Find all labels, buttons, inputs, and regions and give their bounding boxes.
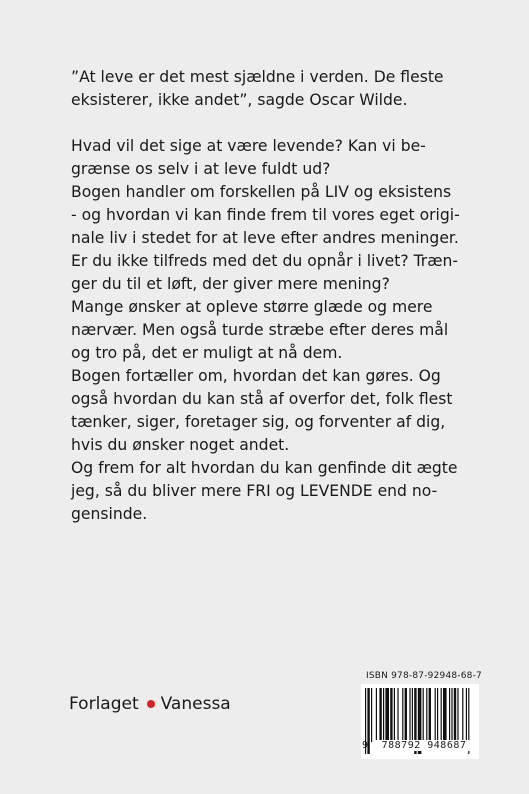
barcode-bar xyxy=(451,688,452,742)
text-line: Bogen handler om forskellen på LIV og eksistens xyxy=(71,183,452,201)
text-line: hvis du ønsker noget andet. xyxy=(71,436,290,454)
barcode-bar xyxy=(371,688,372,742)
barcode-bar xyxy=(457,688,458,742)
isbn-label: ISBN 978-87-92948-68-7 xyxy=(366,671,482,681)
red-dot-icon xyxy=(147,700,155,708)
barcode-first-digit: 9 xyxy=(362,740,369,751)
barcode-bar xyxy=(437,688,438,742)
quote-line: ”At leve er det mest sjældne i verden. De fleste xyxy=(71,68,444,86)
barcode-bar xyxy=(383,688,384,742)
barcode-bar xyxy=(462,688,463,742)
barcode-bar xyxy=(390,688,392,742)
barcode-bar xyxy=(405,688,407,742)
text-line: nærvær. Men også turde stræbe efter deres mål xyxy=(71,321,449,339)
barcode-bar xyxy=(409,688,410,742)
text-line: Hvad vil det sige at være levende? Kan vi be- xyxy=(71,137,426,155)
barcode-bar xyxy=(394,688,395,742)
publisher-name-right: Vanessa xyxy=(160,694,231,714)
text-line: ger du til et løft, der giver mere mening? xyxy=(71,275,390,293)
text-line: jeg, så du bliver mere FRI og LEVENDE end no- xyxy=(71,482,438,500)
barcode-bar xyxy=(385,688,389,742)
quote-line: eksisterer, ikke andet”, sagde Oscar Wilde. xyxy=(71,91,408,109)
barcode-bar xyxy=(423,688,424,742)
barcode-bar xyxy=(412,688,413,742)
barcode-bar xyxy=(397,688,398,742)
text-line: og tro på, det er muligt at nå dem. xyxy=(71,344,343,362)
barcode-bar xyxy=(443,688,447,742)
barcode-bar xyxy=(429,688,431,742)
barcode-bar xyxy=(376,688,377,742)
text-line: Mange ønsker at opleve større glæde og mere xyxy=(71,298,433,316)
barcode-bar xyxy=(435,688,436,742)
publisher-logo xyxy=(69,694,231,714)
barcode-bar xyxy=(402,688,403,742)
text-line: gensinde. xyxy=(71,505,148,523)
text-line: - og hvordan vi kan finde frem til vores eget origi- xyxy=(71,206,460,224)
barcode-bar xyxy=(454,688,456,742)
text-line: nale liv i stedet for at leve efter andres meninger. xyxy=(71,229,459,247)
text-line: tænker, siger, foretager sig, og forventer af dig, xyxy=(71,413,446,431)
description xyxy=(71,135,491,526)
text-line: grænse os selv i at leve fuldt ud? xyxy=(71,160,331,178)
publisher-name-left: Forlaget xyxy=(69,694,139,714)
barcode-bar xyxy=(441,688,442,742)
barcode-bar xyxy=(379,688,381,742)
barcode-digits: 788792 948687 xyxy=(374,740,474,751)
barcode-bar xyxy=(426,688,427,742)
barcode-bar xyxy=(466,688,467,742)
quote xyxy=(71,66,491,112)
back-cover-text xyxy=(71,66,491,526)
text-line: Og frem for alt hvordan du kan genfinde dit ægte xyxy=(71,459,458,477)
text-line: Bogen fortæller om, hvordan det kan gøres. Og xyxy=(71,367,441,385)
text-line: Er du ikke tilfreds med det du opnår i livet? Træn- xyxy=(71,252,459,270)
barcode-bar xyxy=(449,688,450,742)
text-line: også hvordan du kan stå af overfor det, folk flest xyxy=(71,390,453,408)
